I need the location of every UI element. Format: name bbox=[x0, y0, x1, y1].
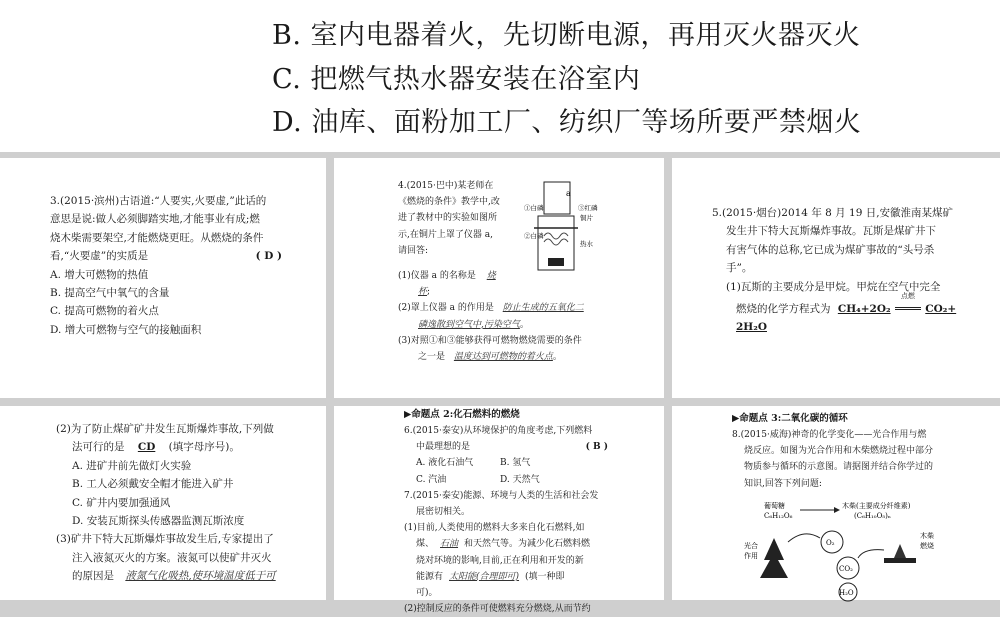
q3-option-d: D. 增大可燃物与空气的接触面积 bbox=[50, 323, 202, 336]
q5b-line: (2)为了防止煤矿矿井发生瓦斯爆炸事故,下列做 bbox=[56, 423, 274, 435]
q7-line: (1)目前,人类使用的燃料大多来自化石燃料,如 bbox=[404, 523, 585, 534]
svg-text:葡萄糖: 葡萄糖 bbox=[764, 502, 785, 510]
q4-line: 《燃烧的条件》教学中,改 bbox=[398, 197, 500, 208]
q3-line: 看,“火要虚”的实质是 ( D ) bbox=[50, 247, 320, 265]
q5-line: 发生井下特大瓦斯爆炸事故。瓦斯是煤矿井下 bbox=[726, 225, 936, 238]
svg-text:H₂O: H₂O bbox=[839, 589, 854, 597]
q6-line: 中最理想的是 ( B ) bbox=[404, 439, 662, 455]
q4-part1-cont: 杯; bbox=[418, 287, 431, 298]
q8-line: 物质参与循环的示意图。请据图并结合你学过的 bbox=[744, 462, 934, 473]
svg-text:木柴: 木柴 bbox=[920, 532, 934, 540]
top-slide bbox=[0, 0, 1000, 152]
svg-text:O₂: O₂ bbox=[826, 539, 835, 547]
q8-line: 烧反应。如图为光合作用和木柴燃烧过程中部分 bbox=[744, 446, 934, 457]
svg-text:(C₆H₁₀O₅)ₙ: (C₆H₁₀O₅)ₙ bbox=[854, 512, 891, 520]
svg-text:C₆H₁₂O₆: C₆H₁₂O₆ bbox=[764, 512, 793, 520]
slide-thumb-q3[interactable] bbox=[0, 158, 326, 398]
carbon-cycle-figure bbox=[744, 498, 954, 600]
q5-line: 有害气体的总称,它已成为煤矿事故的“头号杀 bbox=[726, 243, 935, 256]
q7-line: 煤、 石油 和天然气等。为减少化石燃料燃 bbox=[416, 539, 591, 550]
q4-line: 4.(2015·巴中)某老师在 bbox=[398, 181, 494, 191]
q5b-line: (3)矿井下特大瓦斯爆炸事故发生后,专家提出了 bbox=[56, 533, 274, 546]
svg-text:光合: 光合 bbox=[744, 542, 758, 550]
q4-part3: (3)对照①和③能够获得可燃物燃烧需要的条件 bbox=[398, 335, 582, 346]
option-c: C. 把燃气热水器安装在浴室内 bbox=[272, 64, 641, 95]
q6-options-cd: C. 汽油 D. 天然气 bbox=[416, 474, 540, 485]
section-title: ▶命题点 2:化石燃料的燃烧 bbox=[404, 409, 520, 420]
q3-line: 3.(2015·滨州)古语道:“人要实,火要虚,”此话的 bbox=[50, 195, 267, 207]
q5-equation: 燃烧的化学方程式为 CH₄+2O₂ 点燃 CO₂+ bbox=[736, 291, 957, 315]
q3-option-b: B. 提高空气中氧气的含量 bbox=[50, 286, 170, 299]
q8-line: 8.(2015·威海)神奇的化学变化——光合作用与燃 bbox=[732, 430, 927, 441]
q3-line: 意思是说:做人必须脚踏实地,才能事业有成;燃 bbox=[50, 213, 260, 226]
q7-line: 7.(2015·泰安)能源、环境与人类的生活和社会发 bbox=[404, 490, 599, 501]
q5-equation-cont: 2H₂O bbox=[736, 321, 767, 334]
q5b-line: 的原因是 液氮气化吸热,使环境温度低于可 bbox=[72, 570, 276, 582]
slide-thumb-q8[interactable] bbox=[672, 406, 1000, 600]
q7-line: 可)。 bbox=[416, 587, 438, 598]
svg-text:CO₂: CO₂ bbox=[839, 565, 853, 573]
q3-line: 烧木柴需要架空,才能燃烧更旺。从燃烧的条件 bbox=[50, 231, 264, 244]
q5-line: 手”。 bbox=[726, 262, 753, 275]
q6-options-ab: A. 液化石油气 B. 氢气 bbox=[416, 458, 531, 469]
svg-text:木柴(主要成分纤维素): 木柴(主要成分纤维素) bbox=[842, 502, 911, 510]
q4-line: 进了教材中的实验如图所 bbox=[398, 213, 498, 224]
q4-line: 示,在铜片上罩了仪器 a, bbox=[398, 229, 493, 240]
q3-answer: ( D ) bbox=[255, 250, 282, 263]
option-d: D. 油库、面粉加工厂、纺织厂等场所要严禁烟火 bbox=[272, 107, 862, 138]
q8-line: 知识,回答下列问题: bbox=[744, 478, 822, 489]
svg-text:②白磷: ②白磷 bbox=[524, 232, 544, 240]
q3-option-c: C. 提高可燃物的着火点 bbox=[50, 305, 159, 318]
experiment-figure bbox=[524, 176, 634, 280]
q4-part3-cont: 之一是 温度达到可燃物的着火点。 bbox=[418, 351, 562, 362]
svg-text:燃烧: 燃烧 bbox=[920, 542, 934, 550]
svg-text:热水: 热水 bbox=[580, 240, 593, 248]
q7-line: 展密切相关。 bbox=[416, 507, 471, 518]
q7-line: (2)控制反应的条件可使燃料充分燃烧,从而节约 bbox=[404, 604, 591, 615]
q4-part2: (2)罩上仪器 a 的作用是 防止生成的五氧化二 bbox=[398, 303, 584, 314]
q5b-option-b: B. 工人必须戴安全帽才能进入矿井 bbox=[72, 478, 234, 491]
option-b: B. 室内电器着火，先切断电源，再用灭火器灭火 bbox=[272, 20, 861, 51]
q7-line: 烧对环境的影响,目前,正在利用和开发的新 bbox=[416, 555, 584, 566]
slide-thumb-q5[interactable] bbox=[672, 158, 1000, 398]
svg-text:①白磷: ①白磷 bbox=[524, 204, 544, 212]
svg-text:作用: 作用 bbox=[744, 552, 758, 560]
section-title: ▶命题点 3:二氧化碳的循环 bbox=[732, 413, 848, 424]
q4-line: 请回答: bbox=[398, 245, 429, 256]
svg-text:铜片: 铜片 bbox=[580, 214, 593, 222]
q5b-line: 注入液氮灭火的方案。液氮可以使矿井灭火 bbox=[72, 551, 272, 564]
q7-line: 能源有 太阳能(合理即可) (填一种即 bbox=[416, 571, 565, 582]
svg-text:③红磷: ③红磷 bbox=[578, 204, 598, 212]
q5-line: 5.(2015·烟台)2014 年 8 月 19 日,安徽淮南某煤矿 bbox=[712, 207, 954, 219]
slide-thumb-q4[interactable] bbox=[334, 158, 664, 398]
slide-thumb-q6[interactable] bbox=[334, 406, 664, 615]
q5b-line: 法可行的是 CD (填字母序号)。 bbox=[72, 441, 240, 454]
q4-part2-cont: 磷逸散到空气中,污染空气。 bbox=[418, 319, 529, 330]
slide-thumb-q5-cont[interactable] bbox=[0, 406, 326, 600]
q4-part1: (1)仪器 a 的名称是 烧 bbox=[398, 271, 496, 281]
q5b-option-c: C. 矿井内要加强通风 bbox=[72, 496, 171, 509]
q6-line: 6.(2015·泰安)从环境保护的角度考虑,下列燃料 bbox=[404, 426, 593, 437]
q3-option-a: A. 增大可燃物的热值 bbox=[50, 268, 149, 281]
q5-line: (1)瓦斯的主要成分是甲烷。甲烷在空气中完全 bbox=[726, 280, 941, 293]
q6-answer: ( B ) bbox=[585, 442, 608, 453]
q5b-option-d: D. 安装瓦斯探头传感器监测瓦斯浓度 bbox=[72, 514, 245, 527]
q5b-option-a: A. 进矿井前先做灯火实验 bbox=[72, 459, 192, 472]
svg-text:a: a bbox=[566, 189, 571, 198]
